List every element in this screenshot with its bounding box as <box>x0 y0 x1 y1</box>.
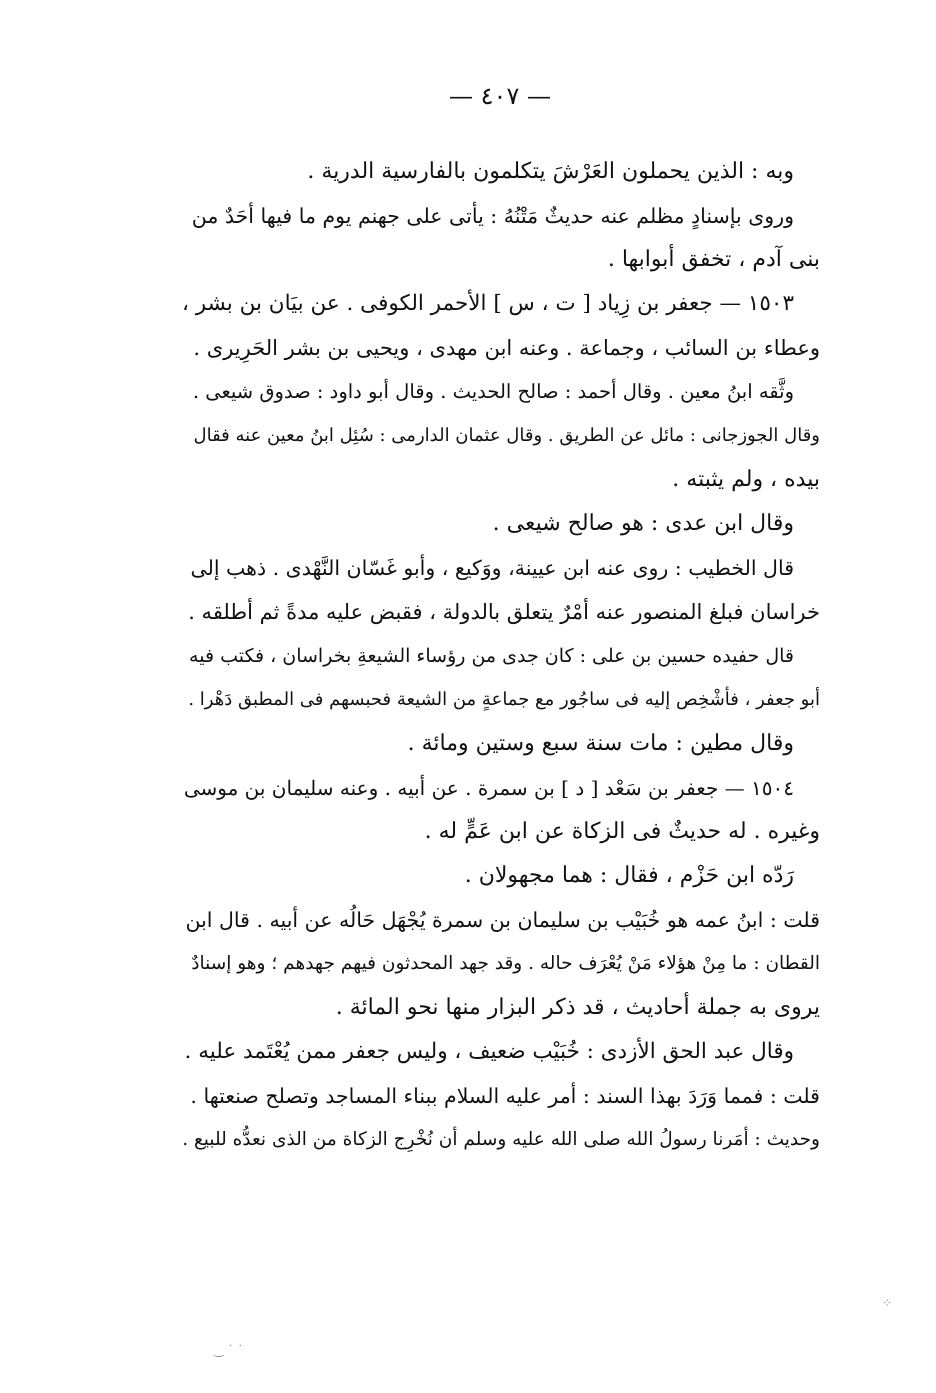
text-line: وغيره . له حديثٌ فى الزكاة عن ابن عَمٍّ له . <box>424 819 820 844</box>
text-line: بنى آدم ، تخفق أبوابها . <box>607 247 820 272</box>
text-line: وروى بإسنادٍ مظلم عنه حديثٌ مَتْنُهُ : يأتى على جهنم يوم ما فيها أحَدٌ من <box>191 204 794 228</box>
scan-speck: ‿ ˙ ˙ <box>214 1343 244 1357</box>
text-line: القطان : ما مِنْ هؤلاء مَنْ يُعْرَف حاله . وقد جهد المحدثون فيهم جهدهم ؛ وهو إسنادٌ <box>191 953 820 974</box>
entry-heading-1503: ١٥٠٣ — جعفر بن زِياد [ ت ، س ] الأحمر الكوفى . عن بيَان بن بشر ، <box>181 291 794 316</box>
text-line: قلت : فمما وَرَدَ بهذا السند : أمر عليه السلام ببناء المساجد وتصلح صنعتها . <box>190 1084 820 1108</box>
body-text <box>180 150 820 1162</box>
text-line: وقال ابن عدى : هو صالح شيعى . <box>492 511 794 536</box>
text-line: وقال الجوزجانى : مائل عن الطريق . وقال عثمان الدارمى : سُئِل ابنُ معين عنه فقال <box>193 425 820 446</box>
text-line: خراسان فبلغ المنصور عنه أمْرٌ يتعلق بالدولة ، فقبض عليه مدةً ثم أطلقه . <box>188 600 820 624</box>
text-line: وقال مطين : مات سنة سبع وستين ومائة . <box>407 731 794 756</box>
text-line: أبو جعفر ، فأشْخِص إليه فى ساجُور مع جماعةٍ من الشيعة فحبسهم فى المطبق دَهْرا . <box>188 689 820 710</box>
text-line: رَدّه ابن حَزْم ، فقال : هما مجهولان . <box>464 863 794 888</box>
text-line: وعطاء بن السائب ، وجماعة . وعنه ابن مهدى ، ويحيى بن بشر الحَرِيرى . <box>193 336 820 360</box>
page-number: — ٤٠٧ — <box>449 82 551 110</box>
text-line: قال الخطيب : روى عنه ابن عيينة، ووَكيع ، وأبو غَسّان النَّهْدى . ذهب إلى <box>190 556 794 580</box>
text-line: وبه : الذين يحملون العَرْشَ يتكلمون بالفارسية الدرية . <box>307 159 794 184</box>
text-line: يروى به جملة أحاديث ، قد ذكر البزار منها نحو المائة . <box>335 995 820 1020</box>
text-line: وثَّقه ابنُ معين . وقال أحمد : صالح الحديث . وقال أبو داود : صدوق شيعى . <box>192 380 794 403</box>
text-line: وحديث : أمَرنا رسولُ الله صلى الله عليه وسلم أن نُخْرِج الزكاة من الذى نعدُّه للبيع . <box>182 1129 820 1150</box>
text-line: قال حفيده حسين بن على : كان جدى من رؤساء الشيعةِ بخراسان ، فكتب فيه <box>189 645 794 667</box>
scan-speck: ⁘ <box>882 1296 893 1310</box>
text-line: قلت : ابنُ عمه هو خُبَيْب بن سليمان بن سمرة يُجْهَل حَالُه عن أبيه . قال ابن <box>185 908 820 932</box>
text-line: وقال عبد الحق الأزدى : خُبَيْب ضعيف ، وليس جعفر ممن يُعْتَمد عليه . <box>184 1039 794 1064</box>
entry-heading-1504: ١٥٠٤ — جعفر بن سَعْد [ د ] بن سمرة . عن أبيه . وعنه سليمان بن موسى <box>183 776 794 800</box>
text-line: بيده ، ولم يثبته . <box>672 467 820 492</box>
